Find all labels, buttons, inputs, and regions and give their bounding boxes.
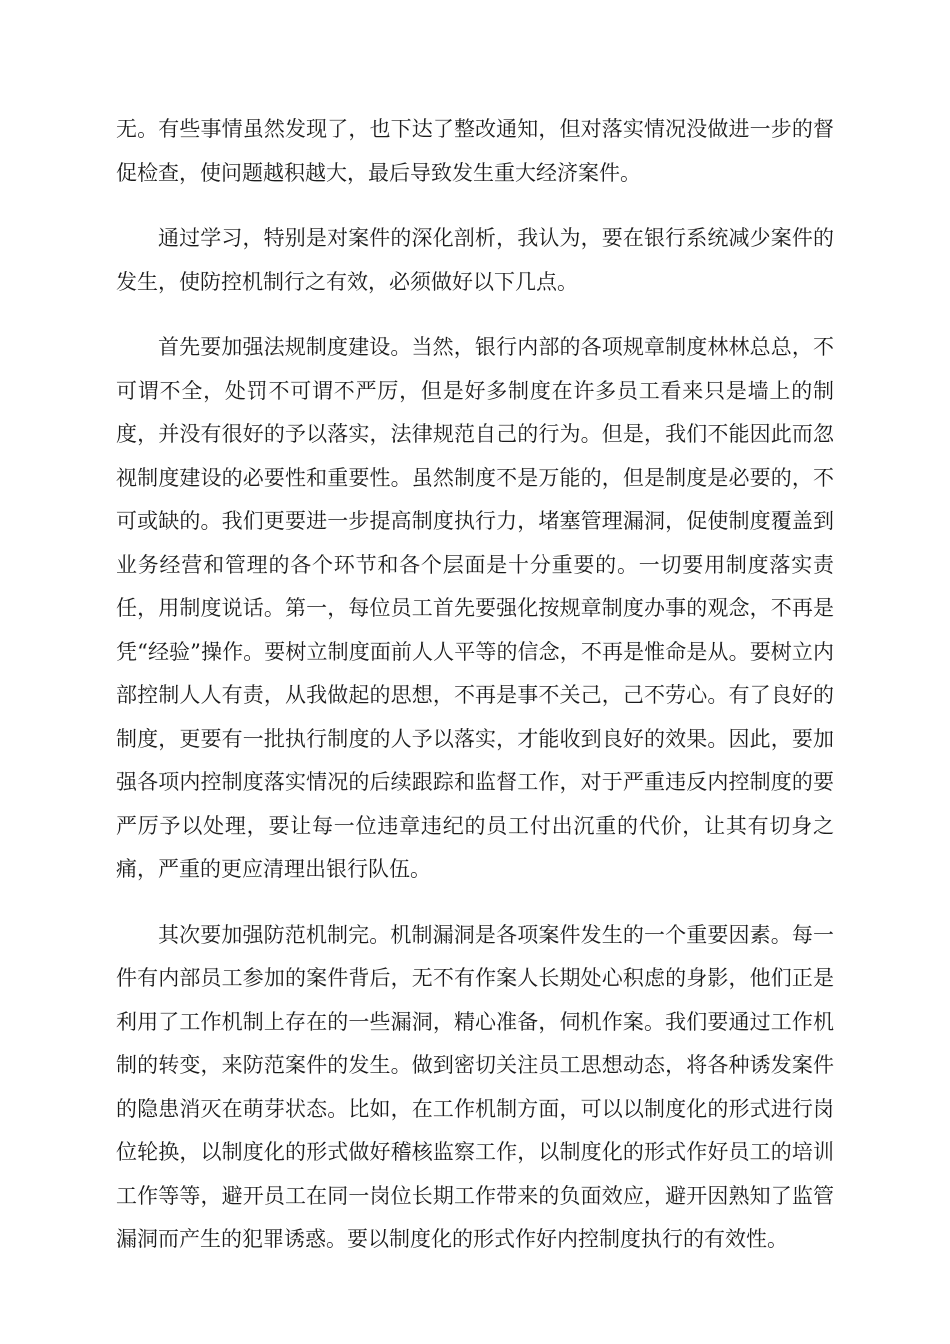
paragraph-intro: 通过学习，特别是对案件的深化剖析，我认为，要在银行系统减少案件的发生，使防控机制行之有效，必须做好以下几点。 (116, 226, 834, 294)
document-body (116, 108, 834, 1284)
paragraph-regulation-building: 首先要加强法规制度建设。当然，银行内部的各项规章制度林林总总，不可谓不全，处罚不可谓不严厉，但是好多制度在许多员工看来只是墙上的制度，并没有很好的予以落实，法律规范自己的行为。但是，我们不能因此而忽视制度建设的必要性和重要性。虽然制度不是万能的，但是制度是必要的，不可或缺的。我们更要进一步提高制度执行力，堵塞管理漏洞，促使制度覆盖到业务经营和管理的各个环节和各个层面是十分重要的。一切要用制度落实责任，用制度说话。第一，每位员工首先要强化按规章制度办事的观念，不再是凭“经验”操作。要树立制度面前人人平等的信念，不再是惟命是从。要树立内部控制人人有责，从我做起的思想，不再是事不关己，己不劳心。有了良好的制度，更要有一批执行制度的人予以落实，才能收到良好的效果。因此，要加强各项内控制度落实情况的后续跟踪和监督工作，对于严重违反内控制度的要严厉予以处理，要让每一位违章违纪的员工付出沉重的代价，让其有切身之痛，严重的更应清理出银行队伍。 (116, 335, 834, 881)
paragraph-continuation: 无。有些事情虽然发现了，也下达了整改通知，但对落实情况没做进一步的督促检查，使问题越积越大，最后导致发生重大经济案件。 (116, 117, 834, 185)
paragraph-prevention-mechanism: 其次要加强防范机制完。机制漏洞是各项案件发生的一个重要因素。每一件有内部员工参加的案件背后，无不有作案人长期处心积虑的身影，他们正是利用了工作机制上存在的一些漏洞，精心准备，伺机作案。我们要通过工作机制的转变，来防范案件的发生。做到密切关注员工思想动态，将各种诱发案件的隐患消灭在萌芽状态。比如，在工作机制方面，可以以制度化的形式进行岗位轮换，以制度化的形式做好稽核监察工作，以制度化的形式作好员工的培训工作等等，避开员工在同一岗位长期工作带来的负面效应，避开因熟知了监管漏洞而产生的犯罪诱惑。要以制度化的形式作好内控制度执行的有效性。 (116, 922, 834, 1251)
